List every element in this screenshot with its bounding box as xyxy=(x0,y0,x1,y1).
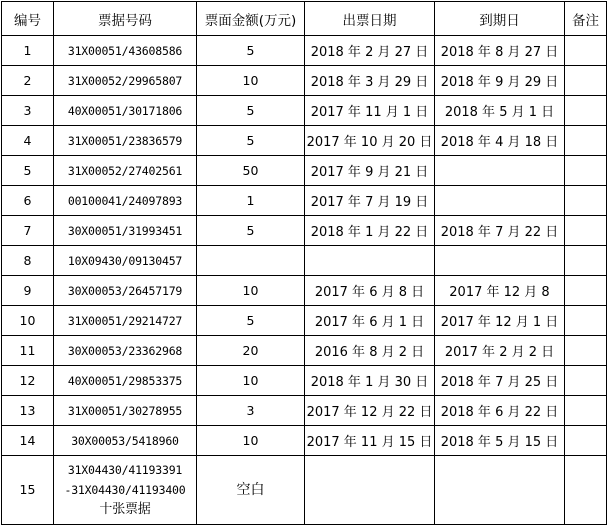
cell-note xyxy=(565,36,607,66)
cell-no: 10 xyxy=(2,306,54,336)
cell-amount: 20 xyxy=(197,336,305,366)
cell-amount: 5 xyxy=(197,216,305,246)
cell-code: 40X00051/30171806 xyxy=(54,96,197,126)
cell-due-date: 2018 年 5 月 15 日 xyxy=(435,426,565,456)
cell-issue-date: 2017 年 6 月 8 日 xyxy=(305,276,435,306)
table-row xyxy=(2,336,607,366)
cell-amount: 5 xyxy=(197,36,305,66)
cell-due-date: 2018 年 4 月 18 日 xyxy=(435,126,565,156)
cell-note xyxy=(565,186,607,216)
header-note: 备注 xyxy=(565,2,607,36)
cell-note xyxy=(565,276,607,306)
cell-due-date: 2018 年 5 月 1 日 xyxy=(435,96,565,126)
cell-due-date: 2017 年 12 月 1 日 xyxy=(435,306,565,336)
bill-table xyxy=(1,1,607,525)
header-due-date: 到期日 xyxy=(435,2,565,36)
table-row xyxy=(2,186,607,216)
cell-due-date: 2018 年 7 月 25 日 xyxy=(435,366,565,396)
table-row xyxy=(2,276,607,306)
cell-no: 4 xyxy=(2,126,54,156)
cell-note xyxy=(565,336,607,366)
cell-no: 15 xyxy=(2,456,54,525)
cell-no: 5 xyxy=(2,156,54,186)
cell-amount: 5 xyxy=(197,126,305,156)
cell-no: 2 xyxy=(2,66,54,96)
cell-code: 31X00051/43608586 xyxy=(54,36,197,66)
table-row-15 xyxy=(2,456,607,525)
header-no: 编号 xyxy=(2,2,54,36)
cell-no: 9 xyxy=(2,276,54,306)
cell-code: 31X00052/27402561 xyxy=(54,156,197,186)
table-row xyxy=(2,306,607,336)
cell-amount: 1 xyxy=(197,186,305,216)
header-issue-date: 出票日期 xyxy=(305,2,435,36)
header-row xyxy=(2,2,607,36)
cell-issue-date: 2018 年 3 月 29 日 xyxy=(305,66,435,96)
cell-issue-date xyxy=(305,246,435,276)
cell-issue-date xyxy=(305,456,435,525)
cell-note xyxy=(565,246,607,276)
cell-code: 30X00053/26457179 xyxy=(54,276,197,306)
cell-issue-date: 2018 年 1 月 30 日 xyxy=(305,366,435,396)
cell-no: 11 xyxy=(2,336,54,366)
cell-issue-date: 2017 年 6 月 1 日 xyxy=(305,306,435,336)
cell-issue-date: 2017 年 12 月 22 日 xyxy=(305,396,435,426)
cell-due-date: 2017 年 2 月 2 日 xyxy=(435,336,565,366)
code-line-2: -31X04430/41193400 xyxy=(64,483,186,497)
code-line-3: 十张票据 xyxy=(99,502,151,517)
header-code: 票据号码 xyxy=(54,2,197,36)
cell-code: 31X00051/23836579 xyxy=(54,126,197,156)
cell-note xyxy=(565,216,607,246)
cell-note xyxy=(565,96,607,126)
cell-code: 31X00051/29214727 xyxy=(54,306,197,336)
cell-amount: 3 xyxy=(197,396,305,426)
cell-issue-date: 2018 年 2 月 27 日 xyxy=(305,36,435,66)
cell-code: 30X00051/31993451 xyxy=(54,216,197,246)
cell-due-date xyxy=(435,156,565,186)
cell-no: 6 xyxy=(2,186,54,216)
cell-due-date xyxy=(435,186,565,216)
cell-note xyxy=(565,426,607,456)
cell-due-date: 2017 年 12 月 8 xyxy=(435,276,565,306)
cell-code: 00100041/24097893 xyxy=(54,186,197,216)
table-row xyxy=(2,246,607,276)
header-amount: 票面金额(万元) xyxy=(197,2,305,36)
cell-no: 7 xyxy=(2,216,54,246)
cell-due-date xyxy=(435,456,565,525)
cell-due-date: 2018 年 9 月 29 日 xyxy=(435,66,565,96)
cell-amount xyxy=(197,246,305,276)
cell-note xyxy=(565,306,607,336)
cell-note xyxy=(565,366,607,396)
cell-due-date xyxy=(435,246,565,276)
cell-code: 40X00051/29853375 xyxy=(54,366,197,396)
cell-issue-date: 2017 年 11 月 1 日 xyxy=(305,96,435,126)
table-row xyxy=(2,96,607,126)
table-row xyxy=(2,36,607,66)
cell-due-date: 2018 年 7 月 22 日 xyxy=(435,216,565,246)
cell-code: 31X00052/29965807 xyxy=(54,66,197,96)
cell-issue-date: 2017 年 7 月 19 日 xyxy=(305,186,435,216)
cell-issue-date: 2016 年 8 月 2 日 xyxy=(305,336,435,366)
cell-no: 1 xyxy=(2,36,54,66)
cell-code: 30X00053/5418960 xyxy=(54,426,197,456)
cell-issue-date: 2018 年 1 月 22 日 xyxy=(305,216,435,246)
table-row xyxy=(2,426,607,456)
cell-no: 3 xyxy=(2,96,54,126)
cell-no: 14 xyxy=(2,426,54,456)
cell-amount: 10 xyxy=(197,366,305,396)
cell-note xyxy=(565,156,607,186)
table-row xyxy=(2,126,607,156)
cell-issue-date: 2017 年 9 月 21 日 xyxy=(305,156,435,186)
cell-note xyxy=(565,456,607,525)
cell-amount: 50 xyxy=(197,156,305,186)
cell-code: 30X00053/23362968 xyxy=(54,336,197,366)
cell-amount: 10 xyxy=(197,426,305,456)
cell-amount: 10 xyxy=(197,66,305,96)
cell-amount: 5 xyxy=(197,96,305,126)
cell-amount: 空白 xyxy=(197,456,305,525)
table-row xyxy=(2,66,607,96)
cell-issue-date: 2017 年 10 月 20 日 xyxy=(305,126,435,156)
cell-no: 13 xyxy=(2,396,54,426)
cell-note xyxy=(565,126,607,156)
cell-note xyxy=(565,66,607,96)
table-row xyxy=(2,156,607,186)
cell-due-date: 2018 年 8 月 27 日 xyxy=(435,36,565,66)
cell-due-date: 2018 年 6 月 22 日 xyxy=(435,396,565,426)
cell-note xyxy=(565,396,607,426)
code-line-1: 31X04430/41193391 xyxy=(67,463,183,477)
table-row xyxy=(2,216,607,246)
table-row xyxy=(2,396,607,426)
cell-code: 10X09430/09130457 xyxy=(54,246,197,276)
cell-amount: 5 xyxy=(197,306,305,336)
cell-issue-date: 2017 年 11 月 15 日 xyxy=(305,426,435,456)
table-row xyxy=(2,366,607,396)
cell-code-multiline xyxy=(54,456,197,525)
cell-code: 31X00051/30278955 xyxy=(54,396,197,426)
cell-no: 12 xyxy=(2,366,54,396)
cell-amount: 10 xyxy=(197,276,305,306)
cell-no: 8 xyxy=(2,246,54,276)
